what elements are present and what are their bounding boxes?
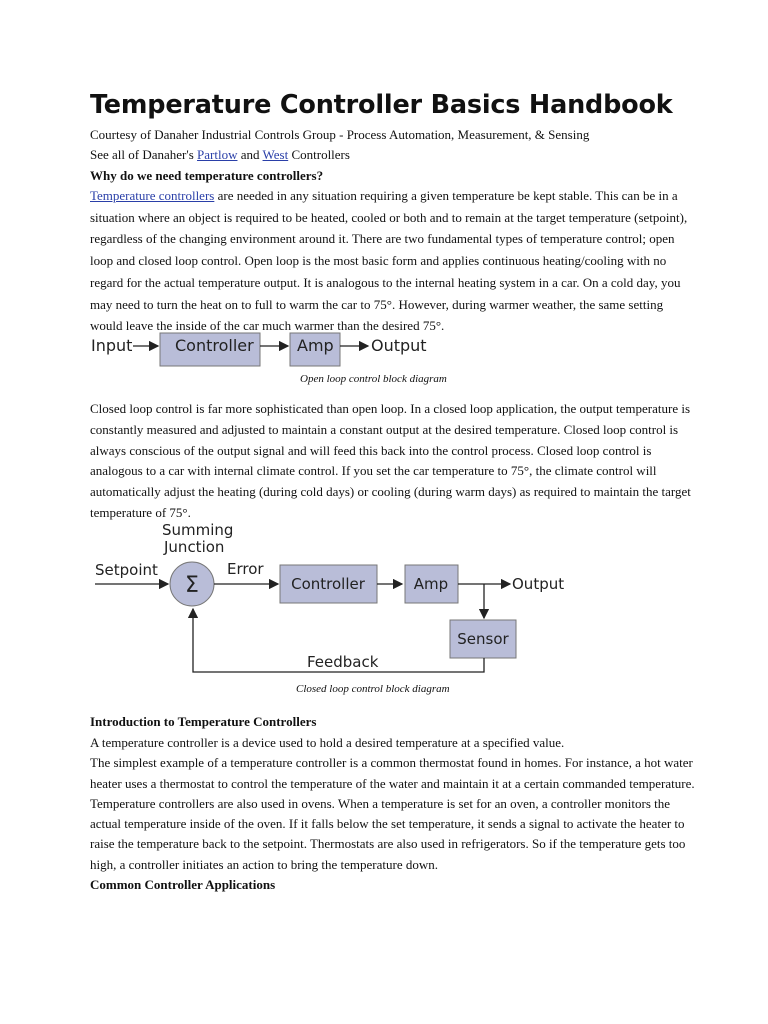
- paragraph-line: actual temperature inside of the oven. If it falls below the set temperature, it sends a signal to activate the heater to: [90, 816, 685, 832]
- input-label: Input: [91, 336, 133, 355]
- paragraph-line: Temperature controllers are also used in ovens. When a temperature is set for an oven, a controller monitors the: [90, 795, 671, 811]
- amp-label: Amp: [413, 575, 449, 593]
- temperature-controllers-link[interactable]: Temperature controllers: [90, 188, 215, 203]
- section-heading-intro: Introduction to Temperature Controllers: [90, 714, 317, 729]
- see-all-suffix: Controllers: [288, 147, 350, 162]
- sigma-symbol: Σ: [185, 573, 199, 598]
- paragraph-line: would leave the inside of the car much warmer than the desired 75°.: [90, 318, 445, 334]
- junction-label: Junction: [164, 538, 225, 556]
- paragraph-line: loop and closed loop control. Open loop is the most basic form and applies continuous heating/cooling with no: [90, 253, 667, 269]
- paragraph-line: always conscious of the output signal and will feed this back into the control process. Closed loop control is: [90, 442, 652, 458]
- paragraph-line: may need to turn the heat on to full to warm the car to 75°. However, during warmer weather, the same setting: [90, 296, 664, 312]
- paragraph-line: [90, 185, 687, 207]
- paragraph-line: heater uses a thermostat to control the temperature of the water and maintain it at a certain commanded temperature.: [90, 775, 695, 791]
- page-title: Temperature Controller Basics Handbook: [90, 90, 673, 120]
- output-label: Output: [371, 336, 427, 355]
- paragraph-closed-loop: [90, 399, 691, 524]
- feedback-label: Feedback: [307, 653, 379, 671]
- paragraph-line: constantly measured and adjusted to maintain a constant output at the desired temperature. Closed loop control is: [90, 421, 679, 437]
- paragraph-line: situation where an object is required to be heated, cooled or both and to remain at the target temperature (setpoint),: [90, 209, 688, 225]
- paragraph-line: automatically adjust the heating (during cold days) or cooling (during warm days) as required to maintain the target: [90, 484, 691, 500]
- controller-label: Controller: [291, 575, 365, 593]
- paragraph-line: regard for the actual temperature output. It is analogous to the internal heating system in a car. On a cold day, you: [90, 274, 681, 290]
- paragraph-why: [90, 185, 687, 337]
- setpoint-label: Setpoint: [95, 561, 158, 579]
- amp-label: Amp: [297, 336, 334, 355]
- partlow-link[interactable]: Partlow: [197, 147, 238, 162]
- section-heading-applications: Common Controller Applications: [90, 877, 276, 892]
- paragraph-line: temperature of 75°.: [90, 504, 191, 520]
- paragraph-line: analogous to a car with internal climate control. If you set the car temperature to 75°, the climate control will: [90, 463, 657, 479]
- paragraph-line: Closed loop control is far more sophisticated than open loop. In a closed loop application, the output temperature is: [90, 401, 691, 416]
- courtesy-line: Courtesy of Danaher Industrial Controls Group - Process Automation, Measurement, & Sensing: [90, 127, 590, 142]
- section-heading-why: Why do we need temperature controllers?: [90, 168, 324, 183]
- sensor-label: Sensor: [457, 630, 509, 648]
- closed-loop-caption: Closed loop control block diagram: [296, 683, 450, 695]
- west-link[interactable]: West: [262, 147, 289, 162]
- summing-label: Summing: [162, 521, 234, 539]
- line-text: are needed in any situation requiring a given temperature be kept stable. This can be in a: [214, 188, 678, 203]
- see-all-prefix: See all of Danaher's: [90, 147, 198, 162]
- see-all-mid: and: [237, 147, 263, 162]
- open-loop-caption: Open loop control block diagram: [300, 373, 447, 385]
- paragraph-line: A temperature controller is a device used to hold a desired temperature at a specified value.: [90, 735, 565, 750]
- controller-label: Controller: [175, 336, 254, 355]
- open-loop-diagram: [85, 330, 445, 372]
- output-label: Output: [512, 575, 565, 593]
- paragraph-intro: [90, 733, 695, 875]
- error-label: Error: [227, 560, 264, 578]
- closed-loop-diagram: [80, 515, 580, 675]
- paragraph-line: regardless of the changing environment around it. There are two fundamental types of temperature control; open: [90, 231, 675, 247]
- see-all-line: [90, 145, 350, 166]
- paragraph-line: The simplest example of a temperature controller is a common thermostat found in homes. For instance, a hot water: [90, 755, 693, 771]
- paragraph-line: raise the temperature back to the setpoint. Thermostats are also used in refrigerators. So if the temperature gets too: [90, 836, 686, 852]
- paragraph-line: high, a controller initiates an action to bring the temperature down.: [90, 856, 439, 872]
